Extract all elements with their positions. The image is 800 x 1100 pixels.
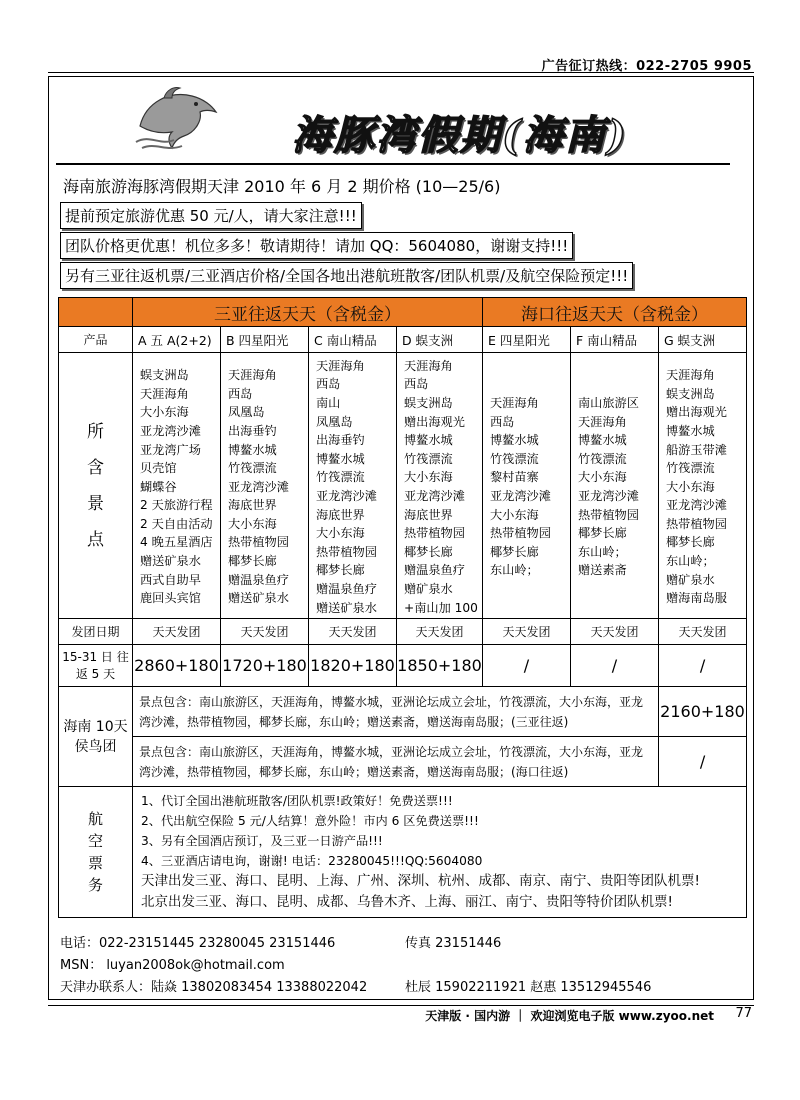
spot-item: 博鳌水城 xyxy=(316,451,365,466)
contact-person: 天津办联系人：陆焱 13802083454 13388022042 xyxy=(60,980,368,995)
spot-item: 天涯海角 xyxy=(490,396,539,411)
spot-item: 东山岭； xyxy=(578,544,627,559)
promo-note: 提前预定旅游优惠 50 元/人，请大家注意!!! xyxy=(60,202,362,229)
spot-item: 博鳌水城 xyxy=(490,433,539,448)
date-cell: 天天发团 xyxy=(309,619,397,645)
spot-item: 热带植物园 xyxy=(578,507,639,522)
spot-item: 赠温泉鱼疗 xyxy=(404,563,465,578)
spot-item: 天涯海角 xyxy=(666,368,715,383)
spot-item: 凤凰岛 xyxy=(316,414,353,429)
spot-item: 4 晚五星酒店 xyxy=(140,535,213,550)
spot-item: 椰梦长廊 xyxy=(578,526,627,541)
dolphin-logo-icon xyxy=(130,82,220,152)
spot-item: 大小东海 xyxy=(316,526,365,541)
product-name: A 五 A(2+2) xyxy=(133,327,221,353)
air-line: 北京出发三亚、海口、昆明、成都、乌鲁木齐、上海、丽江、南宁、贵阳等特价团队机票! xyxy=(141,894,673,910)
spot-item: 西岛 xyxy=(316,377,341,392)
spots-list xyxy=(397,353,483,619)
product-name: F 南山精品 xyxy=(571,327,659,353)
spot-item: 竹筏漂流 xyxy=(228,461,277,476)
group-sanya: 三亚往返天天（含税金） xyxy=(133,298,483,327)
spot-item: 椰梦长廊 xyxy=(228,554,277,569)
price-cell: / xyxy=(659,645,747,687)
air-line: 4、三亚酒店请电询，谢谢! 电话：23280045!!!QQ:5604080 xyxy=(141,854,483,868)
spots-label-char: 含 xyxy=(87,457,104,478)
spot-item: 赠送矿泉水 xyxy=(316,600,377,615)
contact-row xyxy=(60,933,502,955)
spot-item: 赠送矿泉水 xyxy=(228,591,289,606)
spot-item: 热带植物园 xyxy=(666,516,727,531)
spots-list xyxy=(571,353,659,619)
spot-item: 椰梦长廊 xyxy=(316,563,365,578)
contact-row xyxy=(60,977,652,999)
top-rule xyxy=(48,72,754,73)
product-name: G 蜈支洲 xyxy=(659,327,747,353)
spot-item: 船游玉带滩 xyxy=(666,442,727,457)
product-name: D 蜈支洲 xyxy=(397,327,483,353)
price-cell: / xyxy=(483,645,571,687)
island-price: 2160+180 xyxy=(659,687,747,737)
date-cell: 天天发团 xyxy=(221,619,309,645)
spot-item: 椰梦长廊 xyxy=(490,544,539,559)
spot-item: 西岛 xyxy=(490,414,515,429)
spot-item: 蝴蝶谷 xyxy=(140,479,177,494)
date-cell: 天天发团 xyxy=(483,619,571,645)
spot-item: 2 天自由活动 xyxy=(140,516,213,531)
group-haikou: 海口往返天天（含税金） xyxy=(483,298,747,327)
air-line: 天津出发三亚、海口、昆明、上海、广州、深圳、杭州、成都、南京、南宁、贵阳等团队机票! xyxy=(141,873,700,889)
spot-item: 热带植物园 xyxy=(228,535,289,550)
spot-item: 椰梦长廊 xyxy=(404,544,453,559)
spot-item: 大小东海 xyxy=(140,405,189,420)
spot-item: 黎村苗寨 xyxy=(490,470,539,485)
spot-item: 竹筏漂流 xyxy=(578,451,627,466)
date-label: 发团日期 xyxy=(59,619,133,645)
spot-item: 出海垂钓 xyxy=(316,433,365,448)
spot-item: 博鳌水城 xyxy=(228,442,277,457)
spots-label-char: 点 xyxy=(87,529,104,550)
island-row xyxy=(59,687,747,737)
brand-title: 海豚湾假期(海南) xyxy=(292,112,628,159)
product-name: B 四星阳光 xyxy=(221,327,309,353)
spot-item: 海底世界 xyxy=(404,507,453,522)
title-rule xyxy=(56,163,730,165)
spot-item: 东山岭； xyxy=(666,554,715,569)
spot-item: 赠温泉鱼疗 xyxy=(316,581,377,596)
spot-item: 天涯海角 xyxy=(316,358,365,373)
island-inclusions: 景点包含：南山旅游区，天涯海角，博鳌水城，亚洲论坛成立会址，竹筏漂流，大小东海，亚龙湾沙滩，热带植物园，椰梦长廊，东山岭；赠送素斋，赠送海南岛服；(三亚往返) xyxy=(133,687,659,737)
spot-item: 赠矿泉水 xyxy=(404,581,453,596)
spot-item: 南山 xyxy=(316,396,341,411)
air-label xyxy=(59,787,133,918)
spot-item: 赠温泉鱼疗 xyxy=(228,572,289,587)
spot-item: 大小东海 xyxy=(490,507,539,522)
price-cell: 2860+180 xyxy=(133,645,221,687)
date-cell: 天天发团 xyxy=(397,619,483,645)
spot-item: 东山岭； xyxy=(490,563,539,578)
date-cell: 天天发团 xyxy=(659,619,747,645)
air-line: 2、代出航空保险 5 元/人结算！意外险！市内 6 区免费送票!!! xyxy=(141,814,479,828)
spot-item: 博鳌水城 xyxy=(404,433,453,448)
spot-item: 竹筏漂流 xyxy=(490,451,539,466)
island-price: / xyxy=(659,737,747,787)
spot-item: 博鳌水城 xyxy=(578,433,627,448)
spot-item: 竹筏漂流 xyxy=(404,451,453,466)
spots-label-char: 所 xyxy=(87,421,104,442)
spot-item: 大小东海 xyxy=(404,470,453,485)
spot-item: 椰梦长廊 xyxy=(666,535,715,550)
spot-item: 亚龙湾沙滩 xyxy=(316,489,377,503)
spot-item: 亚龙湾沙滩 xyxy=(228,479,289,494)
product-name: C 南山精品 xyxy=(309,327,397,353)
spot-item: 赠海南岛服 xyxy=(666,591,727,606)
spot-item: +南山加 100 xyxy=(404,600,478,615)
air-label-char: 务 xyxy=(87,876,103,894)
island-row xyxy=(59,737,747,787)
fax: 传真 23151446 xyxy=(405,936,502,951)
spot-item: 蜈支洲岛 xyxy=(140,368,189,383)
air-line: 3、另有全国酒店预订，及三亚一日游产品!!! xyxy=(141,834,383,848)
air-line: 1、代订全国出港航班散客/团队机票!政策好！免费送票!!! xyxy=(141,794,453,808)
spot-item: 海底世界 xyxy=(228,498,277,513)
spot-item: 亚龙湾沙滩 xyxy=(578,489,639,503)
spot-item: 凤凰岛 xyxy=(228,405,265,420)
spots-label xyxy=(59,353,133,619)
air-row xyxy=(59,787,747,918)
spot-item: 蜈支洲岛 xyxy=(666,386,715,401)
spots-label-char: 景 xyxy=(87,493,104,514)
spot-item: 天涯海角 xyxy=(228,368,277,383)
price-row xyxy=(59,645,747,687)
page-number: 77 xyxy=(735,1006,752,1021)
promo-note: 团队价格更优惠！机位多多！敬请期待！请加 QQ：5604080，谢谢支持!!! xyxy=(60,232,573,259)
spot-item: 海底世界 xyxy=(316,507,365,522)
spot-item: 亚龙湾广场 xyxy=(140,442,201,457)
spot-item: 亚龙湾沙滩 xyxy=(490,489,551,503)
product-name: E 四星阳光 xyxy=(483,327,571,353)
price-table xyxy=(58,297,747,918)
contacts xyxy=(60,933,652,999)
spot-item: 出海垂钓 xyxy=(228,423,277,438)
product-label: 产品 xyxy=(59,327,133,353)
air-label-char: 航 xyxy=(87,810,103,828)
spot-item: 大小东海 xyxy=(578,470,627,485)
spot-item: 2 天旅游行程 xyxy=(140,498,213,513)
ad-hotline: 广告征订热线：022-2705 9905 xyxy=(541,59,752,74)
spot-item: 热带植物园 xyxy=(316,544,377,559)
product-row xyxy=(59,327,747,353)
spot-item: 鹿回头宾馆 xyxy=(140,591,201,606)
air-services xyxy=(133,787,747,918)
spots-list xyxy=(659,353,747,619)
spot-item: 赠出海观光 xyxy=(666,405,727,420)
spot-item: 天涯海角 xyxy=(578,414,627,429)
date-cell: 天天发团 xyxy=(133,619,221,645)
headline: 海南旅游海豚湾假期天津 2010 年 6 月 2 期价格 (10—25/6) xyxy=(63,177,501,196)
price-cell: / xyxy=(571,645,659,687)
phone: 电话：022-23151445 23280045 23151446 xyxy=(60,936,336,951)
air-label-char: 空 xyxy=(87,832,103,850)
contact-person: 杜辰 15902211921 赵惠 13512945546 xyxy=(405,980,652,995)
spot-item: 蜈支洲岛 xyxy=(404,396,453,411)
spot-item: 博鳌水城 xyxy=(666,423,715,438)
spot-item: 赠送矿泉水 xyxy=(140,554,201,569)
spot-item: 热带植物园 xyxy=(404,526,465,541)
spot-item: 赠送素斋 xyxy=(578,563,627,578)
contact-row xyxy=(60,955,367,977)
promo-note: 另有三亚往返机票/三亚酒店价格/全国各地出港航班散客/团队机票/及航空保险预定!!! xyxy=(60,262,633,289)
spot-item: 热带植物园 xyxy=(490,526,551,541)
price-label: 15-31 日 往返 5 天 xyxy=(59,645,133,687)
msn: MSN： luyan2008ok@hotmail.com xyxy=(60,958,285,973)
spots-list xyxy=(133,353,221,619)
price-cell: 1820+180 xyxy=(309,645,397,687)
spot-item: 竹筏漂流 xyxy=(316,470,365,485)
spots-list xyxy=(483,353,571,619)
island-inclusions: 景点包含：南山旅游区，天涯海角，博鳌水城，亚洲论坛成立会址，竹筏漂流，大小东海，亚龙湾沙滩，热带植物园，椰梦长廊，东山岭；赠送素斋，赠送海南岛服；(海口往返) xyxy=(133,737,659,787)
spot-item: 天涯海角 xyxy=(140,386,189,401)
spot-item: 赠出海观光 xyxy=(404,414,465,429)
spot-item: 亚龙湾沙滩 xyxy=(404,489,465,503)
spot-item: 大小东海 xyxy=(228,516,277,531)
spot-item: 贝壳馆 xyxy=(140,461,177,476)
footer-rule xyxy=(48,1005,754,1006)
air-label-char: 票 xyxy=(87,854,103,872)
footer-text: 天津版 · 国内游 ｜ 欢迎浏览电子版 www.zyoo.net xyxy=(425,1009,714,1023)
spots-list xyxy=(309,353,397,619)
price-cell: 1720+180 xyxy=(221,645,309,687)
spot-item: 亚龙湾沙滩 xyxy=(666,498,727,513)
date-row xyxy=(59,619,747,645)
spot-item: 竹筏漂流 xyxy=(666,461,715,476)
group-header-blank xyxy=(59,298,133,327)
spot-item: 赠矿泉水 xyxy=(666,572,715,587)
spot-item: 亚龙湾沙滩 xyxy=(140,423,201,438)
spots-row xyxy=(59,353,747,619)
spot-item: 南山旅游区 xyxy=(578,396,639,411)
spot-item: 大小东海 xyxy=(666,479,715,494)
spot-item: 西式自助早 xyxy=(140,572,201,587)
spot-item: 天涯海角 xyxy=(404,358,453,373)
spot-item: 西岛 xyxy=(404,377,429,392)
price-cell: 1850+180 xyxy=(397,645,483,687)
island-label: 海南 10天 侯鸟团 xyxy=(59,687,133,787)
spot-item: 西岛 xyxy=(228,386,253,401)
date-cell: 天天发团 xyxy=(571,619,659,645)
spots-list xyxy=(221,353,309,619)
group-header-row xyxy=(59,298,747,327)
